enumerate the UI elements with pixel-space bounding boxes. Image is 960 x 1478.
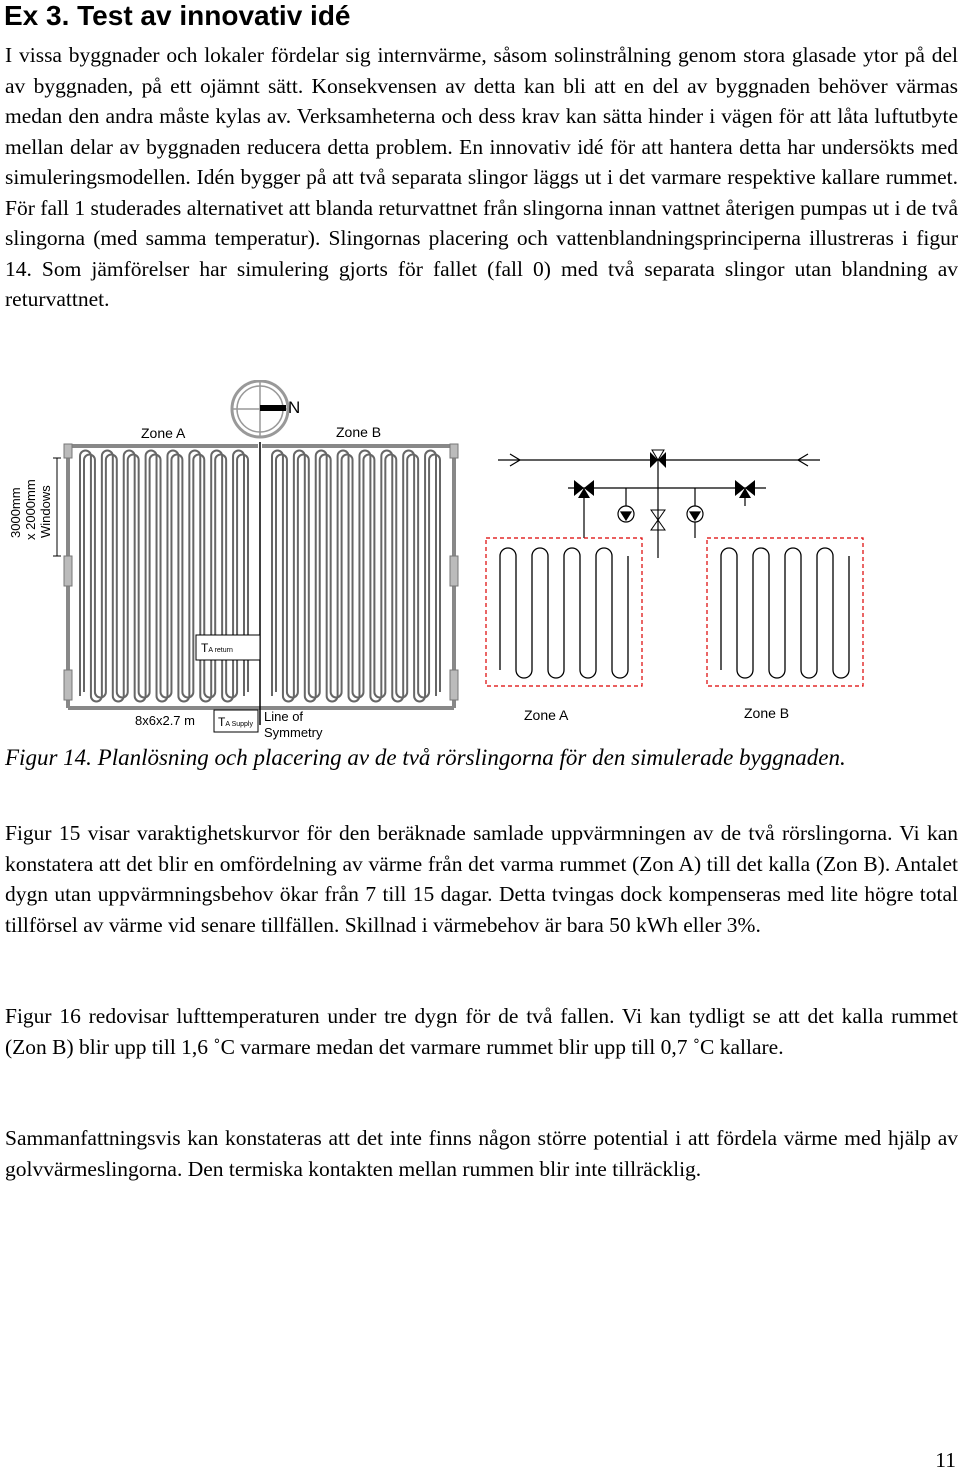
- zone-a-label: Zone A: [141, 425, 186, 441]
- valve-zone-b-icon: [735, 480, 755, 498]
- t-return-label: TA return: [201, 641, 233, 655]
- pump-zone-b-icon: [687, 506, 703, 522]
- figure-caption: Figur 14. Planlösning och placering av de två rörslingorna för den simulerade byggnaden.: [5, 745, 846, 770]
- page-title: Ex 3. Test av innovativ idé: [4, 0, 351, 31]
- north-compass-icon: [232, 381, 288, 437]
- floor-coil-zone-b: [272, 451, 440, 702]
- schematic-coil-zone-a: [500, 548, 628, 678]
- valve-zone-a-icon: [574, 480, 594, 498]
- north-label: N: [288, 398, 301, 417]
- schematic-zone-b-label: Zone B: [744, 705, 790, 721]
- floor-plan-figure: [0, 380, 960, 742]
- symmetry-label-line1: Line of: [264, 709, 304, 724]
- piping-schematic: [498, 454, 820, 558]
- windows-dim-line1: 3000mm: [8, 487, 23, 538]
- symmetry-label-line2: Symmetry: [264, 725, 323, 740]
- zone-b-label: Zone B: [336, 424, 382, 440]
- pump-zone-a-icon: [618, 506, 634, 522]
- paragraph-figur-15: Figur 15 visar varaktighetskurvor för den beräknade samlade uppvärmningen av de två rörslingorna. Vi kan konstatera att det blir en omfördelning av värme från det varma rummet (Zon A) till det kalla (Zon B). Antalet dygn utan uppvärmningsbehov ökar från 7 till 15 dagar. Detta tvingas dock kompenseras med lite högre total tillförsel av värme vid senare tillfällen. Skillnad i värmebehov är bara 50 kWh eller 3%.: [5, 821, 958, 937]
- schematic-coil-zone-b: [721, 548, 849, 678]
- paragraph-figur-16: Figur 16 redovisar lufttemperaturen under tre dygn för de två fallen. Vi kan tydligt se att det kalla rummet (Zon B) blir upp till 1,6 ˚C varmare medan det varmare rummet blir upp till 0,7 ˚C kallare.: [5, 1004, 958, 1059]
- schematic-zone-a-label: Zone A: [524, 707, 569, 723]
- windows-dim-line2: x 2000mm: [23, 479, 38, 540]
- intro-paragraph: I vissa byggnader och lokaler fördelar sig internvärme, såsom solinstrålning genom stora glasade ytor på del av byggnaden, på ett ojämnt sätt. Konsekvensen av detta kan bli att en del av byggnaden behöver värmas medan den andra måste kylas av. Verksamheterna och dess krav kan sätta hinder i vägen för att låta luftutbyte mellan delar av byggnaden reducera detta problem. En innovativ idé för att hantera detta har undersökts med simuleringsmodellen. Idén bygger på att två separata slingor läggs ut i det varmare respektive kallare rummet. För fall 1 studerades alternativet att blanda returvattnet från slingorna innan vattnet återigen pumpas ut i de två slingorna (med samma temperatur). Slingornas placering och vattenblandningsprinciperna illustreras i figur 14. Som jämförelser har simulering gjorts för fallet (fall 0) med två separata slingor utan blandning av returvattnet.: [5, 43, 958, 311]
- page-number: 11: [935, 1448, 956, 1472]
- windows-dim-line3: Windows: [38, 485, 53, 538]
- t-supply-label: TA Supply: [218, 715, 253, 729]
- paragraph-summary: Sammanfattningsvis kan konstateras att det inte finns någon större potential i att fördela värme med hjälp av golvvärmeslingorna. Den termiska kontakten mellan rummen blir inte tillräcklig.: [5, 1126, 958, 1181]
- floor-coil-zone-a: [80, 451, 248, 702]
- building-dimensions: 8x6x2.7 m: [135, 713, 195, 728]
